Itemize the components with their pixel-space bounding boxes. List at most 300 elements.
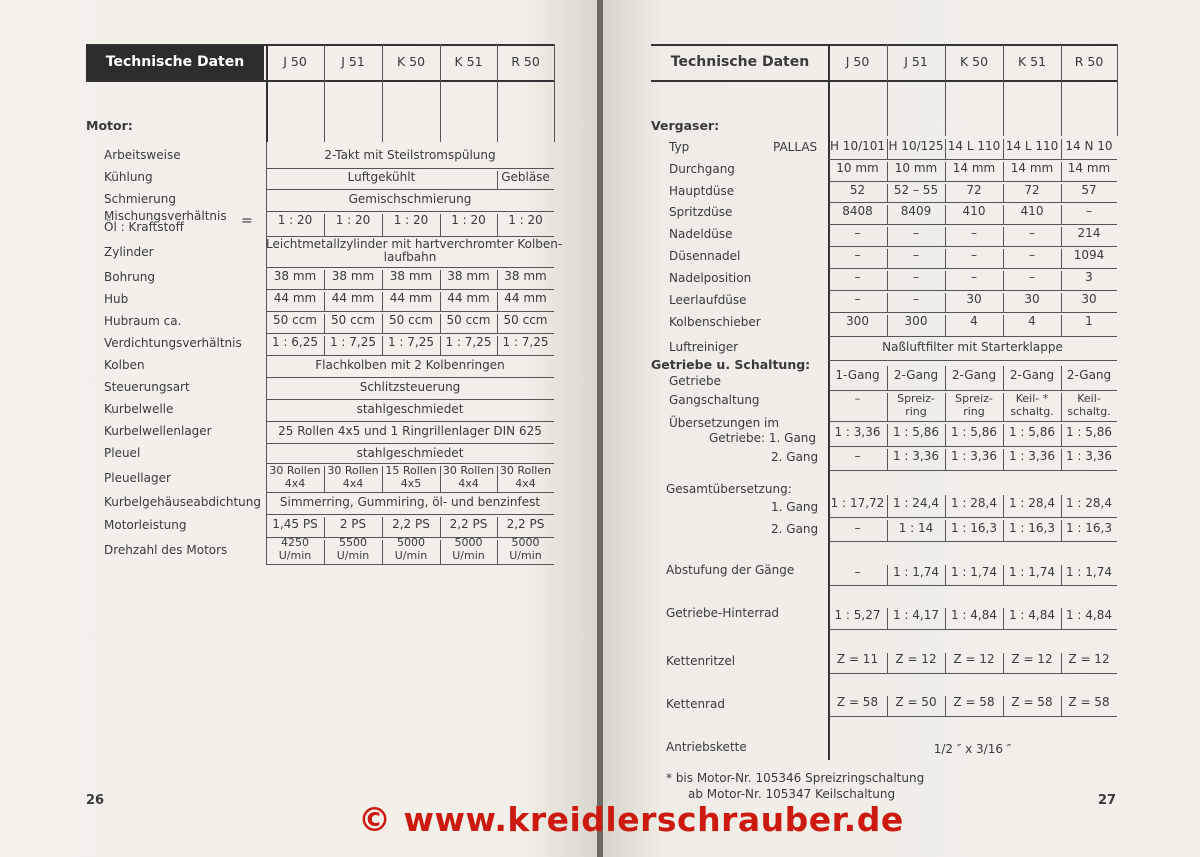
column-divider: [382, 44, 383, 142]
row-rule: [828, 336, 1117, 337]
row-rule: [828, 421, 1117, 422]
cell-value: 1 : 4,84: [950, 608, 998, 622]
cell-value: 30 Rollen: [499, 464, 552, 477]
row-rule: [266, 211, 554, 212]
column-divider: [1003, 366, 1004, 390]
cell-value: 1,45 PS: [272, 517, 318, 531]
column-divider: [945, 366, 946, 390]
row-rule: [828, 517, 1117, 518]
column-divider: [1003, 139, 1004, 159]
cell-value: 4: [1028, 314, 1036, 328]
cell-value: Z = 12: [1068, 652, 1110, 666]
model-header: R 50: [1074, 54, 1104, 69]
cell-value: 30: [1024, 292, 1040, 306]
column-divider: [1061, 184, 1062, 202]
column-divider: [382, 270, 383, 289]
cell-value: 1 : 1,74: [892, 565, 940, 579]
cell-value: –: [854, 270, 861, 284]
column-divider: [887, 424, 888, 446]
row-rule: [828, 268, 1117, 269]
cell-value: –: [913, 270, 919, 284]
cell-value: 1 : 4,84: [1065, 608, 1113, 622]
cell-value: 4250: [281, 536, 309, 549]
column-divider: [945, 139, 946, 159]
column-divider: [1003, 653, 1004, 673]
column-divider: [1003, 249, 1004, 268]
column-divider: [324, 314, 325, 333]
cell-value: 5000: [511, 536, 540, 549]
column-divider: [1061, 424, 1062, 446]
cell-value: 1 : 7,25: [387, 335, 435, 349]
cell-value: schaltg.: [1010, 405, 1054, 418]
column-divider: [497, 270, 498, 289]
row-label: 2. Gang: [771, 522, 819, 536]
cell-value: 30 Rollen: [269, 464, 321, 477]
column-divider: [887, 393, 888, 421]
cell-value: 1 : 20: [277, 213, 313, 227]
row-label: Getriebe-Hinterrad: [666, 606, 780, 620]
column-divider: [887, 293, 888, 312]
cell-value: 4x5: [400, 477, 422, 490]
column-divider: [887, 653, 888, 673]
span-value: Schlitzsteuerung: [359, 380, 461, 394]
cell-value: Keil-: [1077, 392, 1101, 405]
row-rule: [828, 202, 1117, 203]
span-value: Simmerring, Gummiring, öl- und benzinfest: [279, 495, 541, 509]
section-title: Motor:: [86, 118, 133, 133]
span-value: stahlgeschmiedet: [356, 446, 464, 460]
row-label: Pleuel: [104, 446, 141, 460]
cell-value: 1 : 3,36: [950, 449, 998, 463]
column-divider: [382, 292, 383, 311]
column-divider: [945, 44, 946, 136]
column-divider: [887, 608, 888, 629]
cell-value: 15 Rollen: [385, 464, 437, 477]
cell-value: 5000: [397, 536, 425, 549]
column-divider: [382, 540, 383, 564]
cell-value: 14 L 110: [1005, 139, 1059, 153]
row-rule: [828, 312, 1117, 313]
cell-value: –: [1029, 248, 1035, 262]
cell-value: 1 : 7,25: [502, 335, 549, 349]
equals-sign: =: [241, 213, 253, 229]
cell-value: 10 mm: [894, 161, 938, 175]
row-label: Spritzdüse: [669, 205, 733, 219]
model-header: R 50: [511, 54, 540, 69]
left-page: [0, 0, 597, 857]
watermark[interactable]: © www.kreidlerschrauber.de: [358, 800, 904, 839]
row-label: Gesamtübersetzung:: [666, 482, 792, 496]
cell-value: 1 : 17,72: [830, 496, 885, 510]
cell-value: 1 : 24,4: [892, 496, 940, 510]
column-divider: [945, 184, 946, 202]
row-label: Nadelposition: [669, 271, 752, 285]
span-value: Flachkolben mit 2 Kolbenringen: [315, 358, 505, 372]
column-divider: [1003, 424, 1004, 446]
cell-value: 44 mm: [331, 291, 375, 305]
column-divider: [1003, 608, 1004, 629]
cell-value: 1 : 6,25: [271, 335, 319, 349]
column-divider: [945, 520, 946, 541]
column-divider: [382, 466, 383, 492]
column-divider: [440, 292, 441, 311]
column-divider: [324, 292, 325, 311]
column-divider: [887, 495, 888, 517]
column-divider: [1003, 271, 1004, 290]
cell-value: 72: [966, 183, 982, 197]
cell-value: 2,2 PS: [449, 517, 488, 531]
column-divider: [887, 162, 888, 181]
cell-value: 4x4: [515, 477, 536, 490]
cell-value: 14 mm: [1067, 161, 1111, 175]
page-number: 27: [1098, 793, 1117, 808]
column-divider: [887, 44, 888, 136]
cell-value: 1 : 1,74: [1008, 565, 1056, 579]
column-divider: [497, 44, 498, 142]
column-divider: [324, 270, 325, 289]
cell-value: 38 mm: [447, 269, 490, 283]
column-divider: [497, 466, 498, 492]
column-divider: [382, 336, 383, 355]
column-divider: [1061, 139, 1062, 159]
cell-value: Z = 50: [895, 695, 937, 709]
cell-value: 1 : 20: [335, 213, 371, 227]
column-divider: [945, 608, 946, 629]
row-rule: [828, 246, 1117, 247]
column-divider: [945, 565, 946, 585]
row-rule: [828, 360, 1117, 361]
column-divider: [324, 540, 325, 564]
row-rule: [266, 514, 554, 515]
row-label: Arbeitsweise: [104, 148, 181, 162]
column-divider: [887, 366, 888, 390]
row-rule: [828, 390, 1117, 391]
span-value: Gebläse: [501, 170, 550, 184]
cell-value: Z = 12: [1011, 652, 1053, 666]
cell-value: U/min: [509, 549, 542, 562]
model-header: J 50: [845, 54, 870, 69]
footnote: * bis Motor-Nr. 105346 Spreizringschaltung: [666, 771, 925, 785]
cell-value: ring: [905, 405, 927, 418]
column-divider: [440, 540, 441, 564]
column-divider: [887, 565, 888, 585]
column-divider: [440, 270, 441, 289]
row-label: Kühlung: [104, 170, 153, 184]
cell-value: –: [854, 565, 861, 579]
cell-value: Z = 58: [1011, 695, 1053, 709]
model-header: K 50: [396, 54, 426, 69]
column-divider: [1061, 315, 1062, 336]
cell-value: 1 : 5,27: [834, 608, 881, 622]
section-title: Vergaser:: [651, 118, 720, 133]
column-divider: [1003, 293, 1004, 312]
row-label: Hauptdüse: [669, 184, 735, 198]
column-divider: [1061, 449, 1062, 470]
column-divider: [887, 449, 888, 470]
cell-value: 1 : 16,3: [1065, 521, 1113, 535]
model-header: K 51: [1017, 54, 1047, 69]
cell-value: U/min: [278, 549, 312, 562]
model-header: J 51: [341, 54, 365, 69]
column-divider: [1003, 520, 1004, 541]
column-divider: [945, 227, 946, 246]
column-divider: [324, 466, 325, 492]
cell-value: –: [913, 226, 919, 240]
row-label: Kettenritzel: [666, 654, 736, 668]
span-value: Leichtmetallzylinder mit hartverchromter Kolben-: [266, 237, 563, 251]
cell-value: Z = 58: [953, 695, 995, 709]
column-divider: [324, 44, 325, 142]
row-label: Düsennadel: [669, 249, 741, 263]
cell-value: 300: [846, 314, 869, 328]
cell-value: 1 : 3,36: [892, 449, 940, 463]
row-label: Getriebe: 1. Gang: [709, 431, 817, 445]
cell-value: Keil- *: [1015, 392, 1049, 405]
row-label: 1. Gang: [771, 500, 819, 514]
row-rule: [266, 311, 554, 312]
row-label: 2. Gang: [771, 450, 819, 464]
column-divider: [1003, 227, 1004, 246]
cell-value: 1 : 28,4: [1065, 496, 1113, 510]
row-rule: [828, 673, 1117, 674]
row-label: Motorleistung: [104, 518, 187, 532]
cell-value: 2-Gang: [951, 368, 997, 382]
cell-value: Z = 11: [836, 652, 879, 666]
cell-value: schaltg.: [1067, 405, 1111, 418]
cell-value: 1 : 4,84: [1008, 608, 1056, 622]
column-divider: [887, 139, 888, 159]
column-divider: [1061, 393, 1062, 421]
model-header: J 51: [904, 54, 928, 69]
cell-value: 44 mm: [447, 291, 490, 305]
cell-value: –: [854, 226, 861, 240]
row-rule: [828, 159, 1117, 160]
row-label: Schmierung: [104, 192, 176, 206]
right-page: [603, 0, 1200, 857]
cell-value: 1 : 20: [451, 213, 486, 227]
cell-value: 2-Gang: [1009, 368, 1055, 382]
row-label: Typ: [669, 140, 690, 154]
cell-value: H 10/101: [829, 139, 886, 153]
cell-value: –: [854, 292, 861, 306]
column-divider: [945, 495, 946, 517]
column-divider: [440, 214, 441, 236]
column-divider: [945, 271, 946, 290]
cell-value: 57: [1081, 183, 1097, 197]
cell-value: –: [913, 292, 919, 306]
column-divider: [324, 214, 325, 236]
cell-value: 2,2 PS: [392, 517, 430, 531]
cell-value: 50 ccm: [446, 313, 491, 327]
column-divider: [324, 517, 325, 537]
row-rule: [266, 168, 554, 169]
row-rule: [266, 289, 554, 290]
row-label: Getriebe: [669, 374, 722, 388]
row-rule: [828, 446, 1117, 447]
column-divider: [1003, 162, 1004, 181]
column-divider: [497, 517, 498, 537]
page-number: 26: [86, 793, 105, 808]
span-value: stahlgeschmiedet: [356, 402, 464, 416]
cell-value: 50 ccm: [389, 313, 433, 327]
header-title-box: Technische Daten: [86, 44, 264, 80]
column-divider: [1003, 565, 1004, 585]
cell-value: 38 mm: [504, 269, 547, 283]
column-divider: [887, 271, 888, 290]
column-divider: [1061, 271, 1062, 290]
cell-value: Z = 12: [953, 652, 995, 666]
column-divider: [887, 315, 888, 336]
cell-value: –: [971, 226, 977, 240]
column-divider: [382, 314, 383, 333]
column-divider: [887, 696, 888, 716]
row-label: Bohrung: [104, 270, 155, 284]
span-value: 2-Takt mit Steilstromspülung: [324, 148, 496, 162]
cell-value: –: [971, 270, 977, 284]
cell-value: 1 : 5,86: [892, 425, 940, 439]
cell-value: 4x4: [458, 477, 479, 490]
cell-value: 4x4: [284, 477, 306, 490]
header-bottom-rule: [651, 80, 1117, 82]
cell-value: 52 – 55: [893, 183, 939, 197]
cell-value: U/min: [336, 549, 370, 562]
column-divider: [887, 205, 888, 224]
cell-value: 38 mm: [331, 269, 375, 283]
column-divider: [1003, 184, 1004, 202]
cell-value: 1 : 16,3: [950, 521, 998, 535]
cell-value: 5500: [339, 536, 367, 549]
row-rule: [828, 224, 1117, 225]
row-rule: [266, 492, 554, 493]
cell-value: 44 mm: [504, 291, 547, 305]
column-divider: [1061, 608, 1062, 629]
row-label: Durchgang: [669, 162, 735, 176]
cell-value: 1 : 28,4: [950, 496, 998, 510]
cell-value: U/min: [394, 549, 428, 562]
column-divider: [266, 44, 268, 142]
cell-value: 5000: [454, 536, 483, 549]
cell-value: 410: [1020, 204, 1044, 218]
row-label: Kolbenschieber: [669, 315, 761, 329]
column-divider: [1117, 44, 1118, 136]
row-rule: [266, 189, 554, 190]
row-rule: [828, 716, 1117, 717]
row-rule: [266, 377, 554, 378]
column-divider: [1061, 696, 1062, 716]
column-divider: [1061, 495, 1062, 517]
typ-brand: PALLAS: [773, 140, 818, 154]
row-rule: [266, 443, 554, 444]
cell-value: U/min: [452, 549, 485, 562]
column-divider: [1003, 393, 1004, 421]
column-divider: [1061, 227, 1062, 246]
column-divider: [440, 44, 441, 142]
cell-value: 38 mm: [273, 269, 317, 283]
row-label: Übersetzungen im: [669, 416, 780, 430]
cell-value: Z = 12: [895, 652, 937, 666]
cell-value: 30: [966, 292, 982, 306]
model-header: K 51: [454, 54, 483, 69]
column-divider: [945, 449, 946, 470]
cell-value: 1 : 7,25: [329, 335, 377, 349]
column-divider: [440, 336, 441, 355]
cell-value: ring: [963, 405, 985, 418]
cell-value: 214: [1077, 226, 1101, 240]
cell-value: –: [854, 248, 861, 262]
cell-value: 4: [970, 314, 978, 328]
row-rule: [266, 399, 554, 400]
column-divider: [1003, 315, 1004, 336]
column-divider: [382, 517, 383, 537]
cell-value: –: [971, 248, 977, 262]
row-label: Abstufung der Gänge: [666, 563, 795, 577]
cell-value: 52: [849, 183, 866, 197]
cell-value: 1 : 20: [508, 213, 543, 227]
cell-value: 38 mm: [389, 269, 433, 283]
column-divider: [1061, 653, 1062, 673]
row-rule: [828, 629, 1117, 630]
row-rule: [828, 290, 1117, 291]
cell-value: –: [1029, 270, 1035, 284]
cell-value: 50 ccm: [331, 313, 375, 327]
cell-value: 14 L 110: [947, 139, 1001, 153]
cell-value: 1 : 1,74: [950, 565, 998, 579]
cell-value: Z = 58: [1068, 695, 1110, 709]
column-divider: [497, 540, 498, 564]
row-label: Öl : Kraftstoff: [104, 220, 184, 234]
row-label: Kolben: [104, 358, 145, 372]
cell-value: 1 : 5,86: [950, 425, 998, 439]
column-divider: [945, 249, 946, 268]
cell-value: –: [854, 449, 861, 463]
section-title: Getriebe u. Schaltung:: [651, 357, 811, 372]
column-divider: [497, 214, 498, 236]
cell-value: 1 : 4,17: [892, 608, 940, 622]
column-divider: [440, 466, 441, 492]
cell-value: –: [854, 521, 861, 535]
row-label: Hub: [104, 292, 129, 306]
cell-value: 44 mm: [389, 291, 433, 305]
row-rule: [828, 585, 1117, 586]
column-divider: [1003, 44, 1004, 136]
cell-value: 1 : 20: [393, 213, 429, 227]
column-divider: [945, 293, 946, 312]
cell-value: 1: [1085, 314, 1093, 328]
cell-value: 1-Gang: [835, 368, 880, 382]
column-divider: [1061, 293, 1062, 312]
cell-value: 72: [1024, 183, 1040, 197]
cell-value: 2-Gang: [893, 368, 939, 382]
cell-value: 50 ccm: [273, 313, 317, 327]
column-divider: [945, 424, 946, 446]
column-divider: [945, 162, 946, 181]
row-label: Kurbelwelle: [104, 402, 174, 416]
cell-value: 2 PS: [339, 517, 367, 531]
model-header: J 50: [283, 54, 307, 69]
header-title: Technische Daten: [670, 54, 810, 70]
span-value: Luftgekühlt: [347, 170, 416, 184]
cell-value: 410: [962, 204, 986, 218]
cell-value: 30: [1081, 292, 1097, 306]
cell-value: 30 Rollen: [442, 464, 495, 477]
column-divider: [945, 205, 946, 224]
span-value: 25 Rollen 4x5 und 1 Ringrillenlager DIN 625: [278, 424, 542, 438]
cell-value: 1 : 16,3: [1008, 521, 1056, 535]
cell-value: Spreiz-: [897, 392, 935, 405]
row-label: Zylinder: [104, 245, 154, 259]
column-divider: [887, 520, 888, 541]
cell-value: –: [1029, 226, 1035, 240]
